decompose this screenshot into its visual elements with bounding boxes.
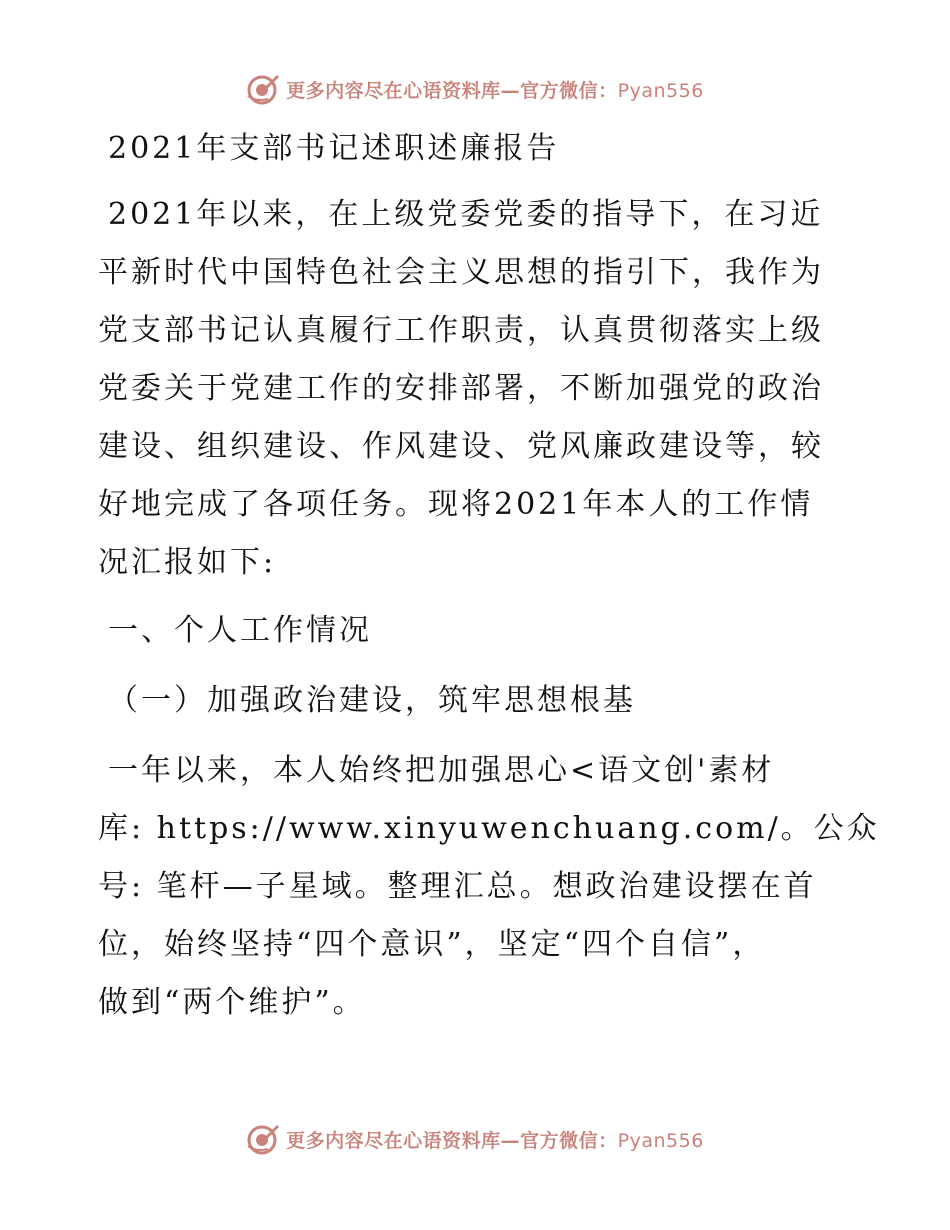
document-body (98, 120, 880, 1042)
body-line: 号: 笔杆—子星域。整理汇总。想政治建设摆在首 (98, 869, 817, 904)
wechat-id: Pyan556 (617, 1129, 704, 1152)
body-line: 库: https://www.xinyuwenchuang.com/。公众 (98, 811, 880, 846)
intro-line: 建设、组织建设、作风建设、党风廉政建设等，较 (98, 429, 824, 464)
body-line: 做到“两个维护”。 (98, 985, 366, 1020)
watermark-header (0, 72, 950, 106)
watermark-text: 更多内容尽在心语资料库—官方微信：Pyan556 (286, 1129, 704, 1152)
quill-logo-icon (246, 1122, 280, 1156)
wechat-id: Pyan556 (617, 79, 704, 102)
intro-line: 2021年以来，在上级党委党委的指导下，在习近 (108, 197, 824, 232)
section-heading: 一、个人工作情况 (108, 613, 372, 648)
intro-line: 平新时代中国特色社会主义思想的指引下，我作为 (98, 255, 824, 290)
intro-line: 党支部书记认真履行工作职责，认真贯彻落实上级 (98, 313, 824, 348)
intro-line: 党委关于党建工作的安排部署，不断加强党的政治 (98, 371, 824, 406)
watermark-text: 更多内容尽在心语资料库—官方微信：Pyan556 (286, 79, 704, 102)
document-title: 2021年支部书记述职述廉报告 (108, 131, 560, 166)
body-paragraph (98, 742, 880, 1032)
intro-paragraph (98, 186, 858, 592)
subsection-heading: （一）加强政治建设，筑牢思想根基 (108, 683, 636, 718)
quill-logo-icon (246, 72, 280, 106)
body-line: 位，始终坚持“四个意识”，坚定“四个自信”， (98, 927, 766, 962)
intro-line: 好地完成了各项任务。现将2021年本人的工作情 (98, 487, 814, 522)
intro-line: 况汇报如下: (98, 545, 277, 580)
body-line: 一年以来，本人始终把加强思心<语文创'素材 (108, 753, 775, 788)
watermark-footer (0, 1122, 950, 1156)
